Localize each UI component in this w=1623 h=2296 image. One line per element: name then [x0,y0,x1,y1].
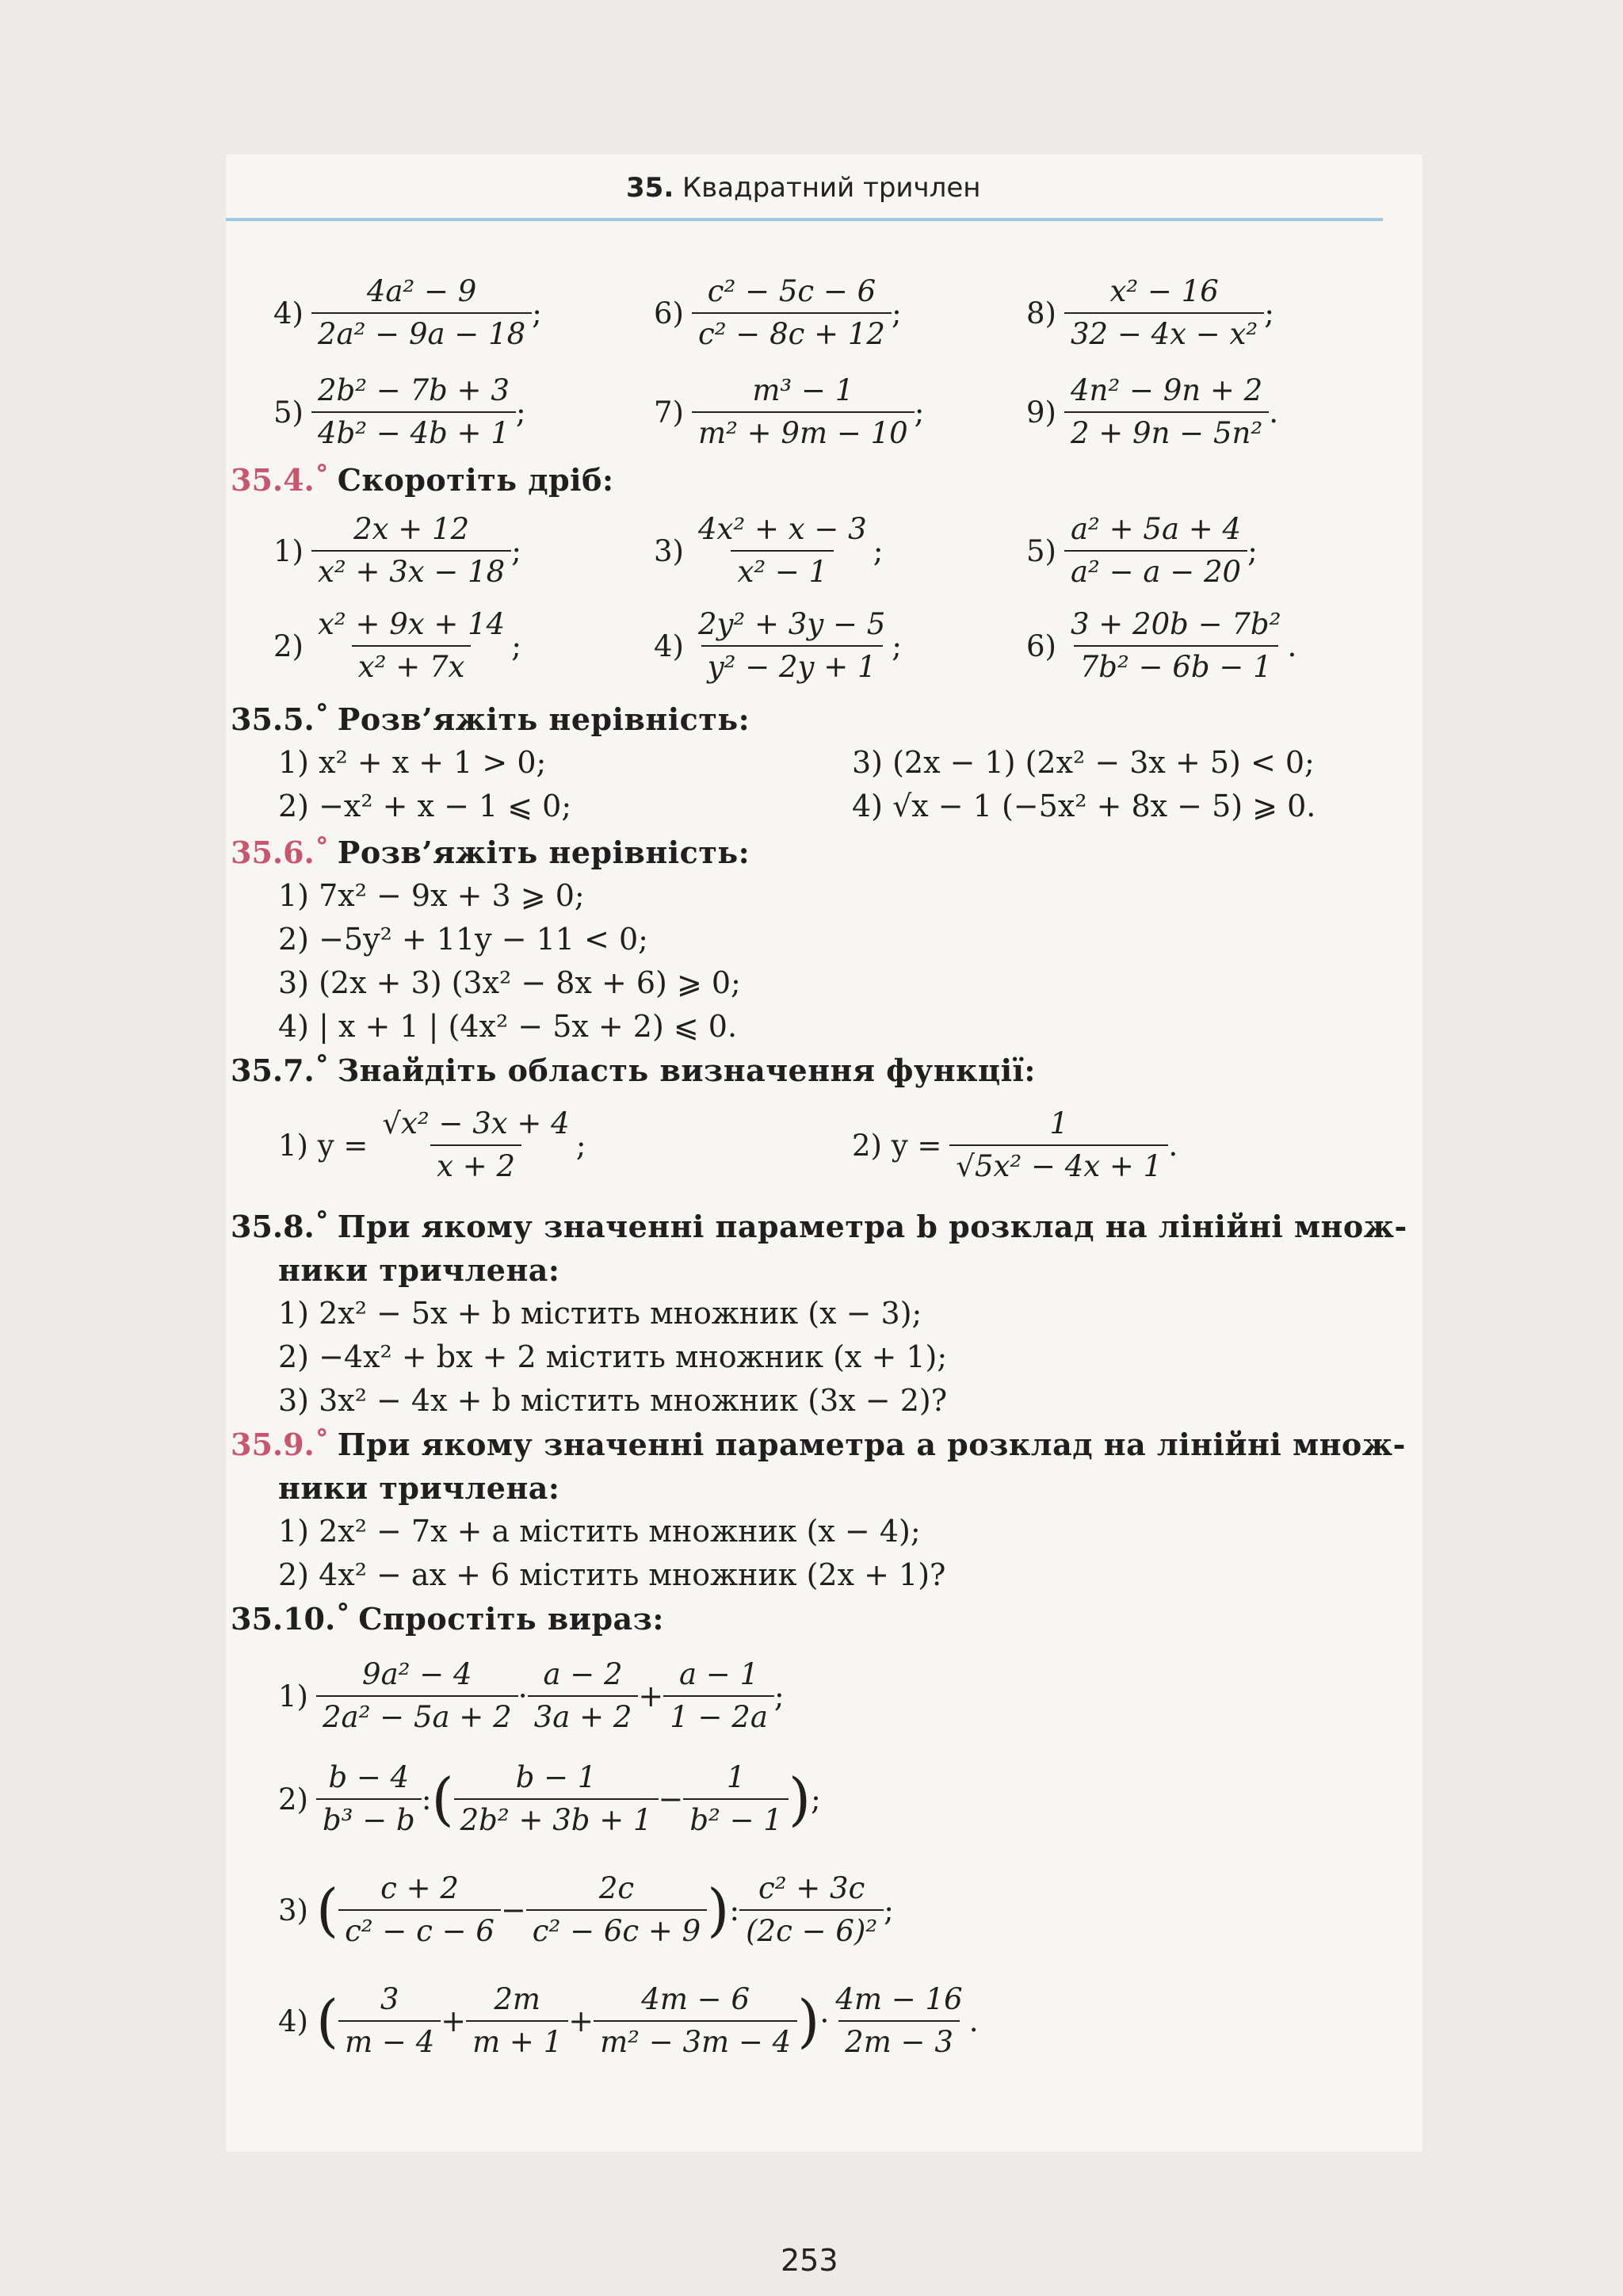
ex354-item-6 [1026,606,1297,686]
cont-item-4 [273,273,542,353]
punct: ; [575,1128,586,1163]
fraction [663,1656,774,1736]
fraction [683,1759,789,1839]
numerator: 4n² − 9n + 2 [1070,373,1263,407]
fraction [739,1870,884,1950]
ex355-item-1: 1) x² + x + 1 > 0; [278,745,547,780]
operator: − [658,1782,684,1817]
ex3510-item-3 [278,1870,894,1950]
numerator: c + 2 [380,1871,459,1905]
exercise-title: Розв’яжіть нерівність: [337,835,750,870]
cont-item-8 [1026,273,1274,353]
exercise-number: 35.10.˚ [231,1601,351,1637]
numerator: 1 [1049,1106,1069,1140]
punct: ; [891,296,902,331]
denominator: 2m − 3 [838,2020,960,2061]
numerator: 4x² + x − 3 [697,512,867,546]
textbook-page [226,155,1423,2278]
fraction [311,273,532,353]
exercise-title: Знайдіть область визначення функції: [337,1052,1036,1088]
punct: ; [515,395,526,430]
fraction [692,273,892,353]
numerator: 2m [494,1982,540,2016]
denominator: x² − 1 [731,550,834,590]
exercise-title-cont: ники тричлена: [278,1252,560,1288]
denominator: x + 2 [430,1144,521,1185]
denominator: a² − a − 20 [1064,550,1247,590]
exercise-35-9-heading [231,1427,1406,1462]
exercise-number: 35.9.˚ [231,1427,330,1462]
exercise-number: 35.6.˚ [231,835,330,870]
ex359-item-2: 2) 4x² − ax + 6 містить множник (2x + 1)? [278,1557,946,1592]
cont-item-9 [1026,372,1278,453]
ex3510-item-2 [278,1759,821,1839]
cont-item-6 [654,273,902,353]
ex358-item-3: 3) 3x² − 4x + b містить множник (3x − 2)? [278,1383,948,1418]
fraction [949,1106,1168,1186]
item-label: 9) [1026,395,1056,430]
punct: ; [873,533,884,569]
numerator: x² + 9x + 14 [317,607,506,641]
fraction [466,1981,568,2061]
punct: ; [1247,533,1258,569]
denominator: 3a + 2 [528,1695,639,1736]
operator: + [441,2004,467,2039]
numerator: 2x + 12 [353,512,470,546]
operator: : [421,1782,432,1817]
ex356-item-3: 3) (2x + 3) (3x² − 8x + 6) ⩾ 0; [278,965,741,1000]
item-label: 4) [654,628,684,663]
numerator: 9a² − 4 [362,1657,472,1691]
exercise-title: Скоротіть дріб: [337,462,614,498]
punct: ; [773,1679,785,1714]
ex356-item-1: 1) 7x² − 9x + 3 ⩾ 0; [278,878,585,913]
ex354-item-3 [654,511,884,591]
numerator: b − 4 [328,1760,410,1794]
page-number: 253 [781,2243,838,2278]
ex359-item-1: 1) 2x² − 7x + a містить множник (x − 4); [278,1514,921,1549]
exercise-35-4-heading [231,462,613,498]
numerator: 2y² + 3y − 5 [697,607,886,641]
fraction [526,1870,707,1950]
denominator: b² − 1 [683,1798,789,1839]
exercise-number: 35.4.˚ [231,462,330,498]
denominator: (2c − 6)² [739,1909,884,1950]
item-label: 1) [273,533,304,568]
left-paren: ( [315,1988,339,2055]
numerator: m³ − 1 [752,373,854,407]
fraction [1064,511,1247,591]
left-paren: ( [431,1766,454,1833]
punct: ; [914,395,925,430]
denominator: b³ − b [316,1798,422,1839]
numerator: a − 2 [543,1657,623,1691]
cont-item-5 [273,372,526,453]
denominator: 32 − 4x − x² [1064,312,1264,353]
fraction [594,1981,797,2061]
denominator: y² − 2y + 1 [701,645,883,686]
ex355-item-2: 2) −x² + x − 1 ⩽ 0; [278,789,572,823]
operator: + [638,1679,664,1714]
fraction [454,1759,659,1839]
item-label: 6) [654,296,684,330]
punct: . [1287,628,1297,664]
exercise-number: 35.7.˚ [231,1052,330,1088]
denominator: x² + 7x [352,645,472,686]
item-label: 4) [273,296,304,330]
item-label: 4) [278,2004,308,2038]
ex354-item-2 [273,606,521,686]
punct: ; [1264,296,1275,331]
fraction [316,1759,422,1839]
punct: ; [511,533,522,569]
operator: · [517,1679,528,1714]
fraction [1064,273,1264,353]
exercise-title-cont: ники тричлена: [278,1470,560,1506]
ex356-item-2: 2) −5y² + 11y − 11 < 0; [278,922,648,957]
denominator: 2b² + 3b + 1 [454,1798,659,1839]
numerator: 2c [598,1871,635,1905]
exercise-title: Спростіть вираз: [358,1601,664,1637]
right-paren: ) [707,1877,730,1944]
item-label: 5) [1026,533,1056,568]
fraction [311,606,511,686]
exercise-35-7-heading [231,1052,1036,1088]
punct: ; [884,1893,894,1928]
ex358-item-2: 2) −4x² + bx + 2 містить множник (x + 1); [278,1339,948,1374]
ex357-item-1 [278,1106,586,1186]
ex356-item-4: 4) | x + 1 | (4x² − 5x + 2) ⩽ 0. [278,1009,738,1044]
punct: ; [532,296,542,331]
denominator: c² − c − 6 [338,1909,501,1950]
item-label: 5) [273,395,304,430]
ex3510-item-4 [278,1981,979,2061]
item-label: 8) [1026,296,1056,330]
fraction [376,1106,575,1186]
exercise-35-10-heading [231,1601,664,1637]
ex358-item-1: 1) 2x² − 5x + b містить множник (x − 3); [278,1296,922,1331]
item-label: 3) [654,533,684,568]
section-title: Квадратний тричлен [682,172,981,204]
exercise-title: Розв’яжіть нерівність: [337,701,750,737]
operator: + [568,2004,594,2039]
denominator: 4b² − 4b + 1 [311,411,516,452]
denominator: √5x² − 4x + 1 [949,1144,1168,1185]
numerator: 4m − 16 [835,1982,963,2016]
denominator: m² − 3m − 4 [594,2020,797,2061]
ex354-item-4 [654,606,902,686]
denominator: 2a² − 9a − 18 [311,312,532,353]
exercise-title: При якому значенні параметра b розклад на лінійні множ- [337,1209,1407,1244]
denominator: m² + 9m − 10 [692,411,915,452]
operator: · [819,2004,830,2039]
exercise-35-6-heading [231,835,750,870]
numerator: 1 [726,1760,746,1794]
item-label: 2) y = [852,1128,942,1163]
exercise-number: 35.8.˚ [231,1209,330,1244]
running-header [626,172,980,204]
denominator: x² + 3x − 18 [311,550,511,590]
denominator: 7b² − 6b − 1 [1074,645,1278,686]
denominator: 1 − 2a [663,1695,774,1736]
section-number: 35. [626,172,674,204]
fraction [1064,606,1287,686]
item-label: 7) [654,395,684,430]
numerator: c² + 3c [758,1871,865,1905]
fraction [338,1870,501,1950]
numerator: 4m − 6 [641,1982,750,2016]
ex354-item-5 [1026,511,1258,591]
numerator: 2b² − 7b + 3 [317,373,510,407]
exercise-number: 35.5.˚ [231,701,330,737]
fraction [311,511,511,591]
denominator: m − 4 [338,2020,441,2061]
fraction [316,1656,518,1736]
fraction [692,511,873,591]
fraction [338,1981,441,2061]
fraction [692,606,892,686]
fraction [528,1656,639,1736]
punct: ; [811,1782,821,1817]
ex357-item-2 [852,1106,1178,1186]
denominator: 2 + 9n − 5n² [1064,411,1269,452]
punct: ; [511,628,522,664]
ex354-item-1 [273,511,521,591]
right-paren: ) [797,1988,820,2055]
denominator: c² − 8c + 12 [692,312,892,353]
exercise-35-5-heading [231,701,750,737]
numerator: a² + 5a + 4 [1070,512,1242,546]
numerator: 3 [380,1982,399,2016]
item-label: 6) [1026,628,1056,663]
ex355-item-3: 3) (2x − 1) (2x² − 3x + 5) < 0; [852,745,1315,780]
right-paren: ) [788,1766,812,1833]
operator: − [500,1893,526,1928]
numerator: 4a² − 9 [366,274,477,308]
exercise-35-8-heading [231,1209,1407,1244]
punct: . [1168,1128,1178,1163]
numerator: c² − 5c − 6 [707,274,876,308]
punct: ; [892,628,903,664]
ex3510-item-1 [278,1656,785,1736]
numerator: x² − 16 [1109,274,1219,308]
denominator: c² − 6c + 9 [526,1909,707,1950]
item-label: 1) [278,1679,308,1713]
header-rule [226,218,1383,221]
cont-item-7 [654,372,924,453]
left-paren: ( [315,1877,339,1944]
fraction [1064,372,1269,453]
denominator: 2a² − 5a + 2 [316,1695,518,1736]
fraction [829,1981,968,2061]
punct: . [1269,395,1279,430]
ex355-item-4: 4) √x − 1 (−5x² + 8x − 5) ⩾ 0. [852,789,1316,823]
punct: . [968,2004,979,2039]
operator: : [729,1893,740,1928]
exercise-title: При якому значенні параметра a розклад на лінійні множ- [337,1427,1406,1462]
numerator: √x² − 3x + 4 [382,1106,570,1140]
item-label: 2) [273,628,304,663]
numerator: a − 1 [678,1657,759,1691]
item-label: 1) y = [278,1128,369,1163]
fraction [311,372,516,453]
denominator: m + 1 [466,2020,568,2061]
fraction [692,372,915,453]
numerator: b − 1 [515,1760,597,1794]
item-label: 2) [278,1782,308,1817]
numerator: 3 + 20b − 7b² [1070,607,1281,641]
item-label: 3) [278,1893,308,1927]
